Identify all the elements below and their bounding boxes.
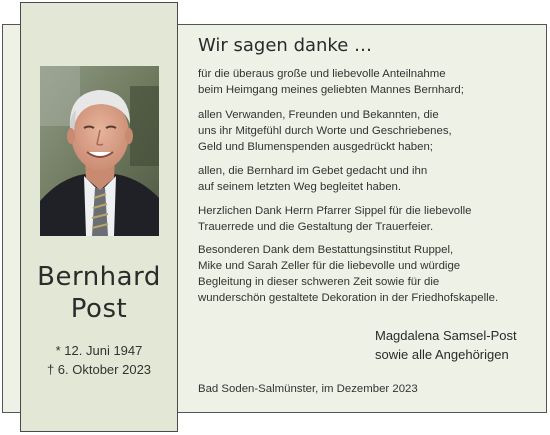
memorial-panel — [20, 2, 178, 432]
birth-date: * 12. Juni 1947 — [55, 343, 143, 358]
place-and-date: Bad Soden-Salmünster, im Dezember 2023 — [198, 383, 418, 395]
paragraph-line: wunderschön gestaltete Dekoration in der Friedhofskapelle. — [198, 292, 499, 304]
deceased-first-name: Bernhard — [37, 262, 161, 292]
paragraph-line: allen Verwanden, Freunden und Bekannten, die — [198, 109, 439, 121]
paragraph-line: Mike und Sarah Zeller für die liebevolle und würdige — [198, 260, 461, 272]
paragraph-line: auf seinem letzten Weg begleitet haben. — [198, 181, 402, 193]
paragraph-line: uns ihr Mitgefühl durch Worte und Geschriebenes, — [198, 125, 452, 137]
portrait-photo — [40, 66, 159, 236]
paragraph-4 — [198, 203, 538, 235]
signature-block — [375, 326, 517, 364]
paragraph-line: beim Heimgang meines geliebten Mannes Bernhard; — [198, 84, 464, 96]
paragraph-line: für die überaus große und liebevolle Anteilnahme — [198, 68, 446, 80]
death-date: † 6. Oktober 2023 — [46, 362, 152, 377]
deceased-last-name: Post — [70, 294, 128, 324]
paragraph-line: Besonderen Dank dem Bestattungsinstitut Ruppel, — [198, 244, 454, 256]
signature-relatives: sowie alle Angehörigen — [375, 347, 509, 362]
signature-name: Magdalena Samsel-Post — [375, 328, 517, 343]
thank-you-heading: Wir sagen danke … — [198, 35, 373, 56]
paragraph-line: Begleitung in dieser schweren Zeit sowie für die — [198, 276, 440, 288]
paragraph-3 — [198, 163, 538, 195]
paragraph-line: Trauerrede und die Gestaltung der Trauerfeier. — [198, 221, 434, 233]
paragraph-1 — [198, 66, 538, 98]
paragraph-line: Herzlichen Dank Herrn Pfarrer Sippel für die liebevolle — [198, 205, 472, 217]
paragraph-line: allen, die Bernhard im Gebet gedacht und ihn — [198, 165, 428, 177]
paragraph-line: Geld und Blumenspenden ausgedrückt haben; — [198, 141, 433, 153]
paragraph-2 — [198, 107, 538, 155]
paragraph-5 — [198, 242, 538, 306]
